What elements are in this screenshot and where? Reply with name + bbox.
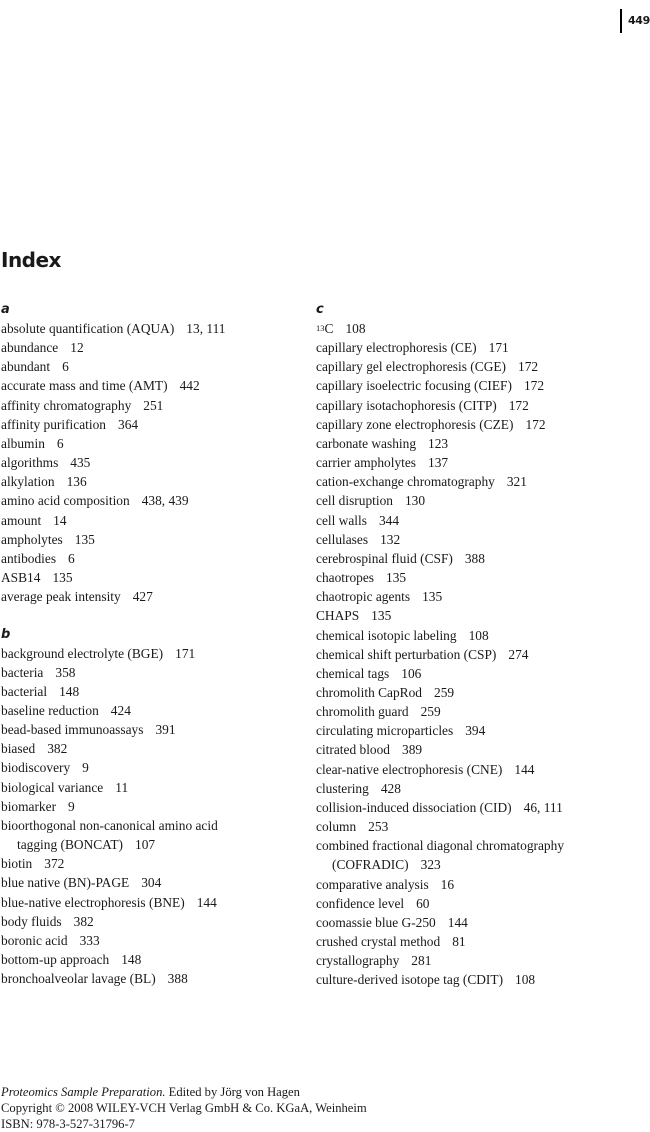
index-pages: 382 [73, 913, 94, 929]
index-pages: 132 [380, 531, 401, 547]
index-pages: 394 [465, 723, 486, 739]
index-pages: 274 [508, 646, 529, 662]
index-term: baseline reduction [1, 703, 99, 718]
index-entry [316, 760, 646, 779]
index-entry [316, 664, 646, 683]
index-term-continuation: tagging (BONCAT) [17, 837, 123, 853]
index-term: cell walls [316, 512, 367, 528]
index-pages: 137 [428, 455, 449, 471]
index-term: carrier ampholytes [316, 455, 417, 471]
index-term: confidence level [316, 895, 405, 911]
index-term: biological variance [1, 779, 104, 795]
index-entry [316, 587, 646, 606]
index-entry [316, 913, 646, 932]
index-term: chromolith guard [316, 704, 409, 720]
index-entry [1, 893, 301, 912]
index-pages: 6 [68, 550, 75, 566]
index-term: bottom-up approach [1, 952, 110, 968]
index-term: clear-native electrophoresis (CNE) [316, 761, 503, 777]
index-entry [316, 511, 646, 530]
index-entry [1, 491, 301, 510]
index-term: albumin [1, 435, 45, 451]
index-pages: 6 [62, 359, 69, 375]
index-term: bacterial [1, 683, 48, 699]
index-pages: 333 [79, 932, 100, 948]
index-pages: 391 [155, 722, 176, 738]
index-entry [316, 779, 646, 798]
index-entry [316, 626, 646, 645]
index-entry [316, 549, 646, 568]
index-pages: 144 [196, 894, 217, 910]
index-term: C [324, 321, 334, 336]
index-term: antibodies [1, 550, 57, 566]
index-pages: 388 [464, 550, 485, 566]
index-term: comparative analysis [316, 876, 429, 892]
index-term: capillary gel electrophoresis (CGE) [316, 359, 506, 375]
index-term: citrated blood [316, 742, 390, 758]
index-term: CHAPS [316, 608, 360, 624]
index-term: affinity purification [1, 416, 106, 432]
index-entry [316, 396, 646, 415]
index-entry [316, 702, 646, 721]
index-pages: 358 [55, 664, 76, 680]
index-term: absolute quantification (AQUA) [1, 321, 175, 336]
index-entry [316, 376, 646, 395]
index-pages: 364 [118, 416, 139, 432]
index-pages: 344 [378, 512, 400, 528]
index-term: amount [1, 512, 42, 528]
index-pages: 135 [422, 589, 443, 605]
index-pages: 388 [167, 971, 188, 987]
index-pages: 148 [121, 952, 142, 968]
index-term: average peak intensity [1, 589, 121, 605]
index-pages: 427 [132, 589, 153, 605]
index-term: chromolith CapRod [316, 684, 423, 700]
index-term: ampholytes [1, 531, 63, 547]
index-entry [1, 396, 301, 415]
index-term: biodiscovery [1, 760, 71, 776]
index-pages: 172 [525, 416, 546, 432]
index-entry [1, 568, 301, 587]
footer-book-title: Proteomics Sample Preparation. [1, 1085, 166, 1099]
index-pages: 9 [82, 760, 89, 776]
index-entry-continuation [1, 835, 301, 854]
index-entry [316, 894, 646, 913]
index-term: ASB14 [1, 570, 41, 586]
page-number: 449 [620, 9, 650, 33]
index-term: carbonate washing [316, 435, 417, 451]
index-term: blue-native electrophoresis (BNE) [1, 894, 185, 910]
footer-isbn: ISBN: 978-3-527-31796-7 [1, 1117, 135, 1131]
section-letter: c [316, 302, 324, 317]
index-pages: 6 [56, 435, 64, 451]
index-pages: 424 [110, 703, 131, 718]
index-pages: 108 [345, 321, 366, 336]
index-pages: 389 [402, 742, 423, 758]
index-entry [1, 472, 301, 491]
index-pages: 13, 111 [186, 321, 226, 336]
index-term: accurate mass and time (AMT) [1, 378, 168, 394]
index-entry [316, 338, 646, 357]
index-pages: 135 [386, 570, 407, 586]
index-term: capillary isoelectric focusing (CIEF) [316, 378, 512, 394]
index-term: background electrolyte (BGE) [1, 645, 164, 661]
index-pages: 148 [59, 683, 80, 699]
index-pages: 438, 439 [141, 493, 189, 509]
index-pages: 81 [452, 934, 466, 949]
index-term: algorithms [1, 455, 59, 471]
index-entry [1, 376, 301, 395]
index-entry [1, 549, 301, 568]
index-term: cellulases [316, 531, 369, 547]
index-pages: 304 [141, 875, 162, 891]
index-entry [316, 951, 646, 970]
section-gap [1, 606, 301, 625]
index-term: alkylation [1, 474, 55, 490]
index-term: crystallography [316, 953, 400, 969]
index-pages: 172 [508, 397, 529, 413]
index-entry [1, 778, 301, 797]
index-pages: 281 [411, 953, 432, 969]
copyright-footer [1, 1084, 641, 1132]
index-pages: 107 [135, 837, 156, 853]
index-entry [1, 338, 301, 357]
index-entry [316, 836, 646, 855]
index-entry-continuation [316, 855, 646, 874]
isotope-superscript: 13 [316, 323, 325, 333]
index-term: circulating microparticles [316, 723, 454, 739]
index-pages: 382 [47, 741, 68, 757]
index-entry [1, 931, 301, 950]
index-term: boronic acid [1, 932, 68, 948]
index-term: chaotropes [316, 570, 375, 586]
index-entry [1, 319, 301, 338]
index-entry [1, 758, 301, 777]
footer-editor: Edited by Jörg von Hagen [165, 1085, 300, 1099]
index-pages: 135 [371, 608, 392, 624]
index-term: culture-derived isotope tag (CDIT) [316, 972, 504, 988]
index-entry [316, 683, 646, 702]
index-entry [1, 434, 301, 453]
section-letter: a [1, 302, 10, 317]
index-pages: 46, 111 [523, 799, 563, 815]
index-term: bacteria [1, 664, 44, 680]
index-term: affinity chromatography [1, 397, 132, 413]
index-entry [1, 969, 301, 988]
index-entry [316, 970, 646, 989]
index-pages: 108 [515, 972, 536, 988]
index-entry [316, 817, 646, 836]
index-pages: 135 [74, 531, 95, 547]
section-letter: b [1, 626, 11, 642]
index-entry [316, 472, 646, 491]
index-entry [316, 740, 646, 759]
index-entry [1, 950, 301, 969]
index-term: collision-induced dissociation (CID) [316, 799, 512, 815]
index-pages: 251 [143, 397, 164, 413]
index-entry [316, 357, 646, 376]
index-column-right [316, 301, 646, 989]
index-entry [1, 816, 301, 835]
index-term: blue native (BN)-PAGE [1, 875, 130, 891]
index-pages: 321 [506, 474, 527, 490]
index-pages: 172 [523, 378, 545, 394]
page-title: Index [1, 248, 61, 272]
index-entry [1, 453, 301, 472]
index-entry [1, 644, 301, 663]
index-pages: 259 [434, 684, 455, 700]
index-term: cerebrospinal fluid (CSF) [316, 550, 453, 566]
index-term: bioorthogonal non-canonical amino acid [1, 817, 218, 833]
index-entry [1, 587, 301, 606]
index-term: amino acid composition [1, 493, 130, 509]
index-entry [316, 645, 646, 664]
index-pages: 144 [447, 914, 468, 930]
index-term: chemical shift perturbation (CSP) [316, 646, 497, 662]
index-entry [316, 932, 646, 951]
index-entry [1, 739, 301, 758]
index-entry [316, 530, 646, 549]
index-term: chaotropic agents [316, 589, 411, 605]
index-entry [1, 415, 301, 434]
index-term: biotin [1, 856, 33, 872]
index-term: abundant [1, 359, 51, 375]
index-pages: 11 [115, 779, 129, 795]
index-pages: 130 [404, 493, 426, 509]
index-term: bronchoalveolar lavage (BL) [1, 971, 156, 987]
index-entry [1, 663, 301, 682]
index-entry [316, 434, 646, 453]
index-entry [316, 721, 646, 740]
index-pages: 123 [428, 435, 449, 451]
index-entry [1, 854, 301, 873]
index-term-continuation: (COFRADIC) [332, 857, 409, 873]
index-term: cell disruption [316, 493, 393, 509]
index-pages: 259 [420, 704, 441, 720]
index-entry [1, 912, 301, 931]
index-pages: 171 [488, 340, 509, 356]
index-entry [316, 415, 646, 434]
index-term: combined fractional diagonal chromatography [316, 838, 565, 854]
index-entry [316, 319, 646, 338]
index-entry [316, 798, 646, 817]
index-term: clustering [316, 780, 369, 796]
index-term: coomassie blue G-250 [316, 914, 436, 930]
index-pages: 428 [380, 780, 401, 796]
index-pages: 14 [53, 512, 67, 528]
index-entry [1, 701, 301, 720]
index-column-left [1, 301, 301, 988]
index-entry [316, 453, 646, 472]
index-entry [1, 511, 301, 530]
index-pages: 323 [420, 857, 441, 873]
footer-book-line [1, 1084, 641, 1100]
index-term: capillary zone electrophoresis (CZE) [316, 416, 514, 432]
index-term: body fluids [1, 913, 62, 929]
index-entry [316, 875, 646, 894]
index-pages: 435 [70, 455, 91, 471]
index-term: column [316, 819, 357, 835]
index-entry [1, 357, 301, 376]
index-pages: 372 [44, 856, 65, 872]
index-term: bead-based immunoassays [1, 722, 144, 738]
index-pages: 136 [66, 474, 87, 490]
index-term: abundance [1, 340, 59, 356]
index-pages: 108 [468, 627, 489, 643]
index-pages: 171 [175, 645, 196, 661]
index-entry [316, 606, 646, 625]
index-term: chemical isotopic labeling [316, 627, 457, 643]
index-entry [1, 682, 301, 701]
index-term: biomarker [1, 798, 57, 814]
index-term: cation-exchange chromatography [316, 474, 495, 490]
index-pages: 144 [514, 761, 535, 777]
index-pages: 12 [70, 340, 84, 356]
footer-copyright: Copyright © 2008 WILEY-VCH Verlag GmbH & Co. KGaA, Weinheim [1, 1101, 367, 1115]
index-pages: 16 [440, 876, 455, 892]
index-entry [1, 530, 301, 549]
index-pages: 442 [179, 378, 200, 394]
index-entry [1, 797, 301, 816]
index-entry [316, 568, 646, 587]
index-pages: 172 [518, 359, 539, 375]
index-entry [316, 491, 646, 510]
index-term: chemical tags [316, 665, 390, 681]
index-term: crushed crystal method [316, 934, 441, 949]
index-term: capillary electrophoresis (CE) [316, 340, 477, 356]
index-pages: 60 [416, 895, 430, 911]
index-entry [1, 720, 301, 739]
index-pages: 253 [368, 819, 389, 835]
index-term: capillary isotachophoresis (CITP) [316, 397, 497, 413]
index-pages: 106 [401, 665, 422, 681]
index-term: biased [1, 741, 36, 757]
index-pages: 135 [52, 570, 73, 586]
index-pages: 9 [68, 798, 75, 814]
index-entry [1, 873, 301, 892]
